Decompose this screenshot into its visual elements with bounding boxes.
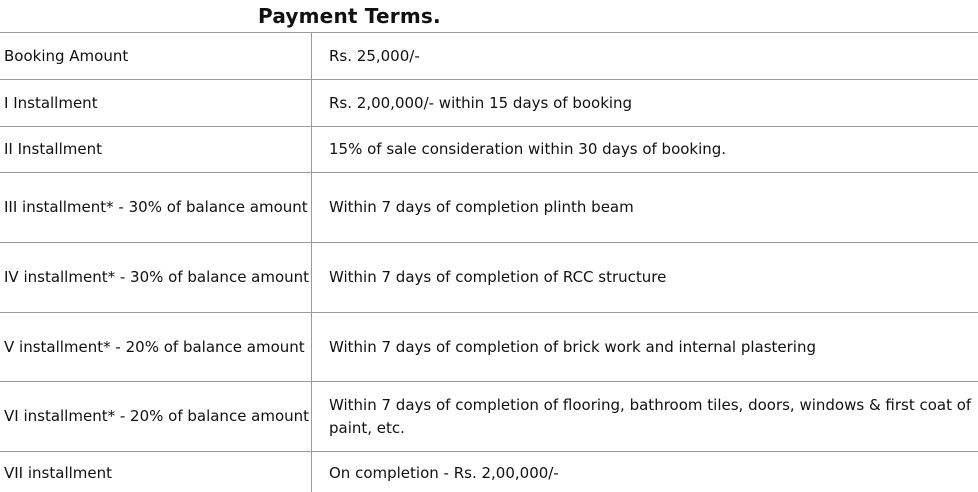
terms-cell: Within 7 days of completion plinth beam (312, 173, 978, 243)
payment-terms-table (0, 32, 978, 492)
table-row (0, 33, 978, 80)
stage-cell: III installment* - 30% of balance amount (0, 173, 312, 243)
terms-cell: Within 7 days of completion of RCC structure (312, 243, 978, 313)
terms-cell: Within 7 days of completion of flooring, bathroom tiles, doors, windows & first coat of paint, etc. (312, 382, 978, 452)
stage-cell: Booking Amount (0, 33, 312, 80)
terms-cell: Rs. 25,000/- (312, 33, 978, 80)
stage-cell: II Installment (0, 127, 312, 173)
stage-cell: I Installment (0, 80, 312, 127)
stage-cell: V installment* - 20% of balance amount (0, 313, 312, 382)
table-row (0, 173, 978, 243)
stage-cell: VII installment (0, 452, 312, 492)
table-row (0, 382, 978, 452)
table-row (0, 313, 978, 382)
stage-cell: VI installment* - 20% of balance amount (0, 382, 312, 452)
terms-cell: Rs. 2,00,000/- within 15 days of booking (312, 80, 978, 127)
terms-cell: On completion - Rs. 2,00,000/- (312, 452, 978, 492)
stage-cell: IV installment* - 30% of balance amount (0, 243, 312, 313)
terms-cell: Within 7 days of completion of brick work and internal plastering (312, 313, 978, 382)
table-row (0, 127, 978, 173)
table-row (0, 243, 978, 313)
table-row (0, 452, 978, 492)
table-row (0, 80, 978, 127)
page-title: Payment Terms. (258, 4, 441, 28)
terms-cell: 15% of sale consideration within 30 days of booking. (312, 127, 978, 173)
